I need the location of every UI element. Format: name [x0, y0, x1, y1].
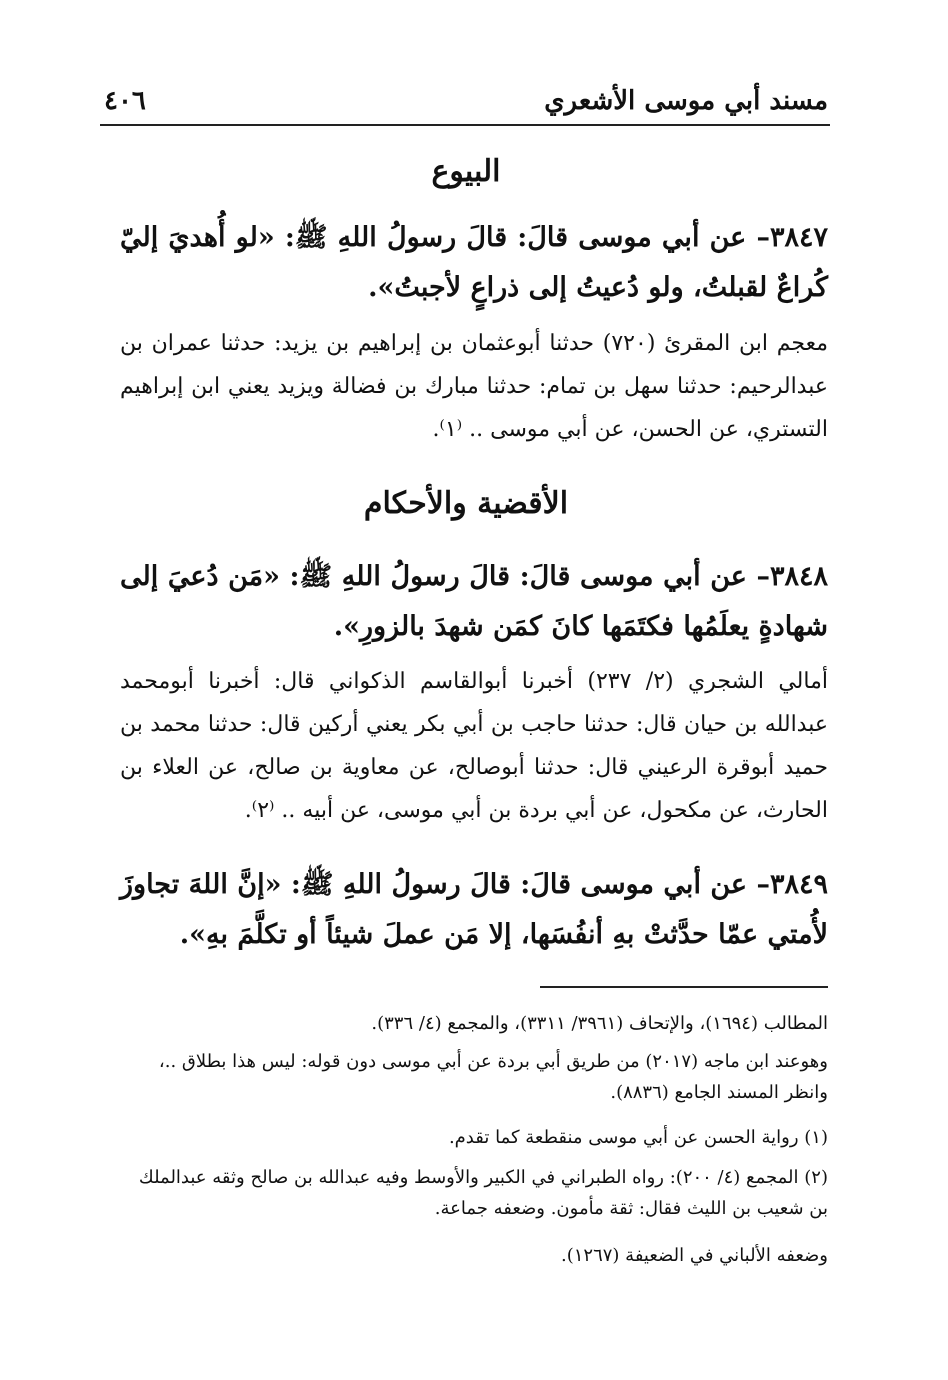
header-rule	[100, 124, 830, 126]
footnote-line: وهوعند ابن ماجه (٢٠١٧) من طريق أبي بردة عن أبي موسى دون قوله: ليس هذا بطلاق ..، وانظر المسند الجامع (٨٨٣٦).	[158, 1051, 828, 1103]
hadith-source: معجم ابن المقرئ (٧٢٠) حدثنا أبوعثمان بن إبراهيم بن يزيد: حدثنا عمران بن عبدالرحيم: حدثنا سهل بن تمام: حدثنا مبارك بن فضالة ويزيد يعني ابن إبراهيم التستري، عن الحسن، عن أبي موسى .. ⁽١⁾.	[120, 331, 828, 442]
section-heading: الأقضية والأحكام	[363, 486, 569, 521]
hadith-number: ٣٨٤٧–	[756, 222, 828, 253]
footnote-line: وضعفه الألباني في الضعيفة (١٢٦٧).	[561, 1245, 828, 1266]
page-header	[104, 86, 828, 122]
hadith-text: عن أبي موسى قالَ: قالَ رسولُ اللهِ ﷺ: «إنَّ اللهَ تجاوزَ لأُمتي عمّا حدَّثتْ بهِ أنفُسَها، إلا مَن عملَ شيئاً أو تكلَّمَ بهِ».	[120, 869, 828, 950]
hadith-text: عن أبي موسى قالَ: قالَ رسولُ اللهِ ﷺ: «لو أُهديَ إليّ كُراعٌ لقبلتُ، ولو دُعيتُ إلى ذراعٍ لأجبتُ».	[120, 222, 828, 303]
hadith-3848	[120, 552, 828, 652]
hadith-3849	[120, 860, 828, 960]
footnote-2: (٢) المجمع (٤/ ٢٠٠): رواه الطبراني في الكبير والأوسط وفيه عبدالله بن صالح وثقه عبدالملك بن شعيب بن الليث فقال: ثقة مأمون. وضعفه جماعة.	[138, 1167, 828, 1219]
footnote-separator	[540, 986, 828, 988]
hadith-number: ٣٨٤٩–	[756, 869, 828, 900]
hadith-source: أمالي الشجري (٢/ ٢٣٧) أخبرنا أبوالقاسم الذكواني قال: أخبرنا أبومحمد عبدالله بن حيان قال: حدثنا حاجب بن أبي بكر يعني أركين قال: حدثنا محمد بن حميد أبوقرة الرعيني قال: حدثنا أبوصالح، عن معاوية بن صالح، عن العلاء بن الحارث، عن مكحول، عن أبي بردة بن أبي موسى، عن أبيه .. ⁽٢⁾.	[120, 669, 828, 823]
footnote-line: المطالب (١٦٩٤)، والإتحاف (٣٩٦١/ ٣٣١١)، والمجمع (٤/ ٣٣٦).	[371, 1013, 828, 1034]
hadith-number: ٣٨٤٨–	[756, 561, 829, 592]
footnote-1: (١) رواية الحسن عن أبي موسى منقطعة كما تقدم.	[448, 1127, 828, 1148]
running-title: مسند أبي موسى الأشعري	[544, 86, 828, 116]
hadith-text: عن أبي موسى قالَ: قالَ رسولُ اللهِ ﷺ: «مَن دُعيَ إلى شهادةٍ يعلَمُها فكتَمَها كانَ كمَن شهدَ بالزورِ».	[120, 561, 828, 642]
section-heading: البيوع	[431, 154, 501, 189]
hadith-3847	[120, 213, 828, 313]
page-number: ٤٠٦	[104, 86, 146, 116]
